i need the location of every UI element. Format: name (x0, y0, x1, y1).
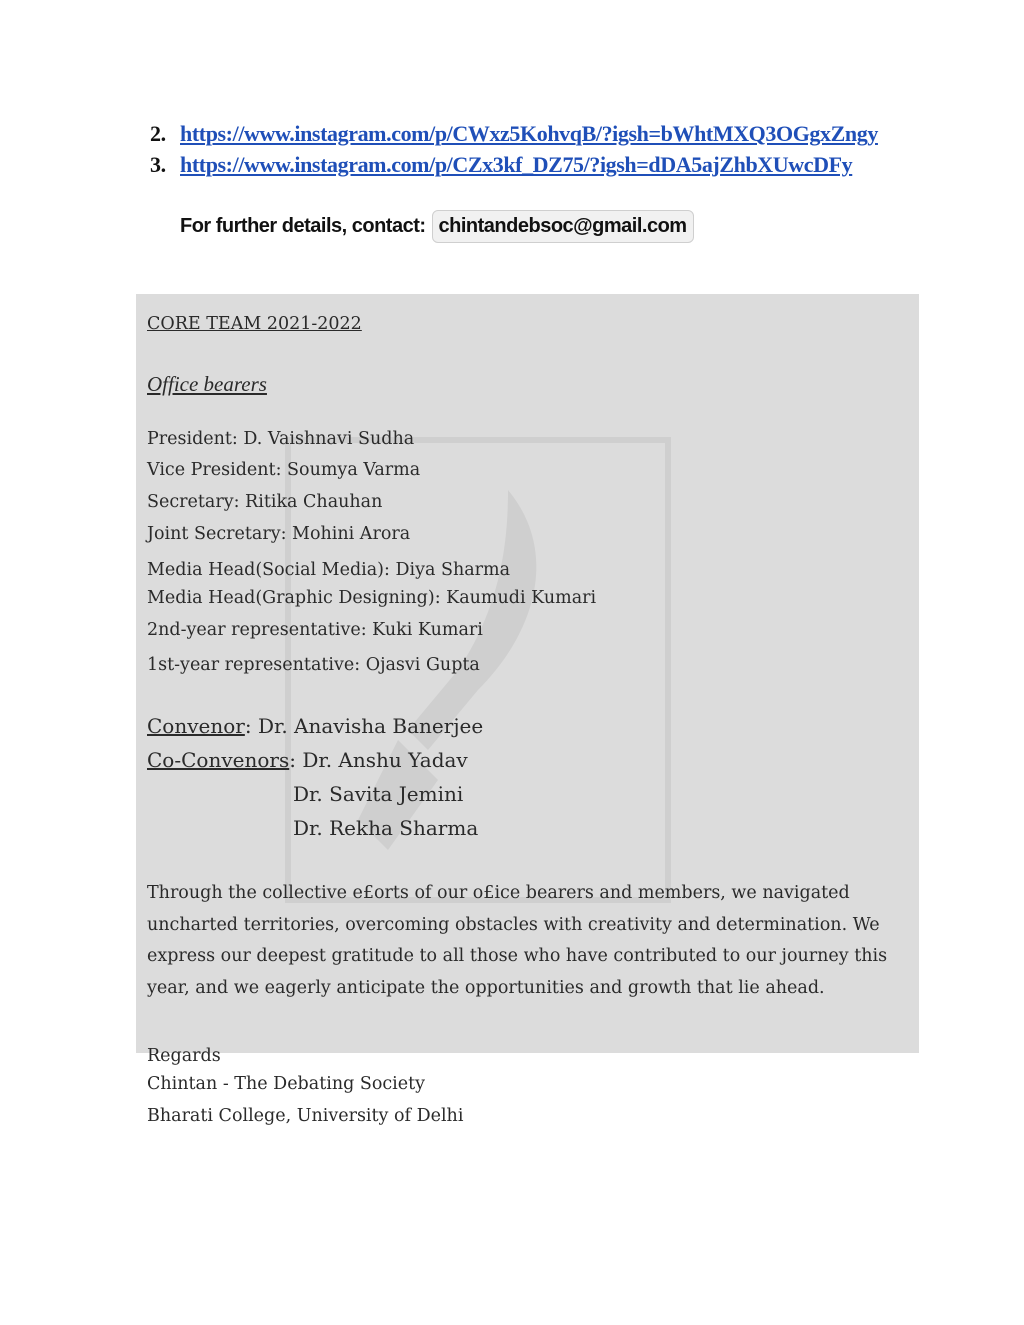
instagram-link[interactable]: https://www.instagram.com/p/CZx3kf_DZ75/?igsh=dDA5ajZhbXUwcDFy (180, 152, 853, 177)
society-name: Chintan - The Debating Society (147, 1074, 426, 1094)
link-item (150, 118, 878, 149)
office-bearers-heading: Office bearers (147, 372, 267, 396)
link-item (150, 149, 878, 180)
coconvenor-name: Dr. Rekha Sharma (293, 816, 479, 840)
coconvenors-label: Co-Convenors (147, 748, 290, 772)
coconvenor-line (147, 748, 468, 772)
member-line: Media Head(Graphic Designing): Kaumudi Kumari (147, 588, 597, 608)
convenor-name: : Dr. Anavisha Banerjee (244, 714, 484, 738)
closing-paragraph: Through the collective e£orts of our o£ice bearers and members, we navigated uncharted territories, overcoming obstacles with creativity and determination. We express our deepest gratitude to all those who have contributed to our journey this year, and we eagerly anticipate the opportunities and growth that lie ahead. (147, 883, 888, 999)
member-line: Joint Secretary: Mohini Arora (147, 524, 411, 544)
regards-text: Regards (147, 1046, 221, 1066)
convenor-line (147, 714, 483, 738)
coconvenor-name: : Dr. Anshu Yadav (289, 748, 468, 772)
email-chip[interactable]: chintandebsoc@gmail.com (432, 210, 694, 243)
contact-label: For further details, contact: (180, 215, 426, 237)
member-line: 2nd-year representative: Kuki Kumari (147, 620, 483, 640)
member-line: Vice President: Soumya Varma (147, 460, 421, 480)
core-team-heading: CORE TEAM 2021-2022 (147, 314, 362, 334)
list-number: 3. (150, 152, 166, 177)
member-line: 1st-year representative: Ojasvi Gupta (147, 655, 480, 675)
college-name: Bharati College, University of Delhi (147, 1106, 464, 1126)
contact-line (180, 210, 694, 243)
member-line: Secretary: Ritika Chauhan (147, 492, 383, 512)
instagram-link[interactable]: https://www.instagram.com/p/CWxz5KohvqB/?igsh=bWhtMXQ3OGgxZngy (180, 121, 878, 146)
member-line: President: D. Vaishnavi Sudha (147, 429, 415, 449)
coconvenor-name: Dr. Savita Jemini (293, 782, 464, 806)
link-list (150, 118, 878, 180)
convenor-label: Convenor (147, 714, 245, 738)
member-line: Media Head(Social Media): Diya Sharma (147, 560, 511, 580)
list-number: 2. (150, 121, 166, 146)
